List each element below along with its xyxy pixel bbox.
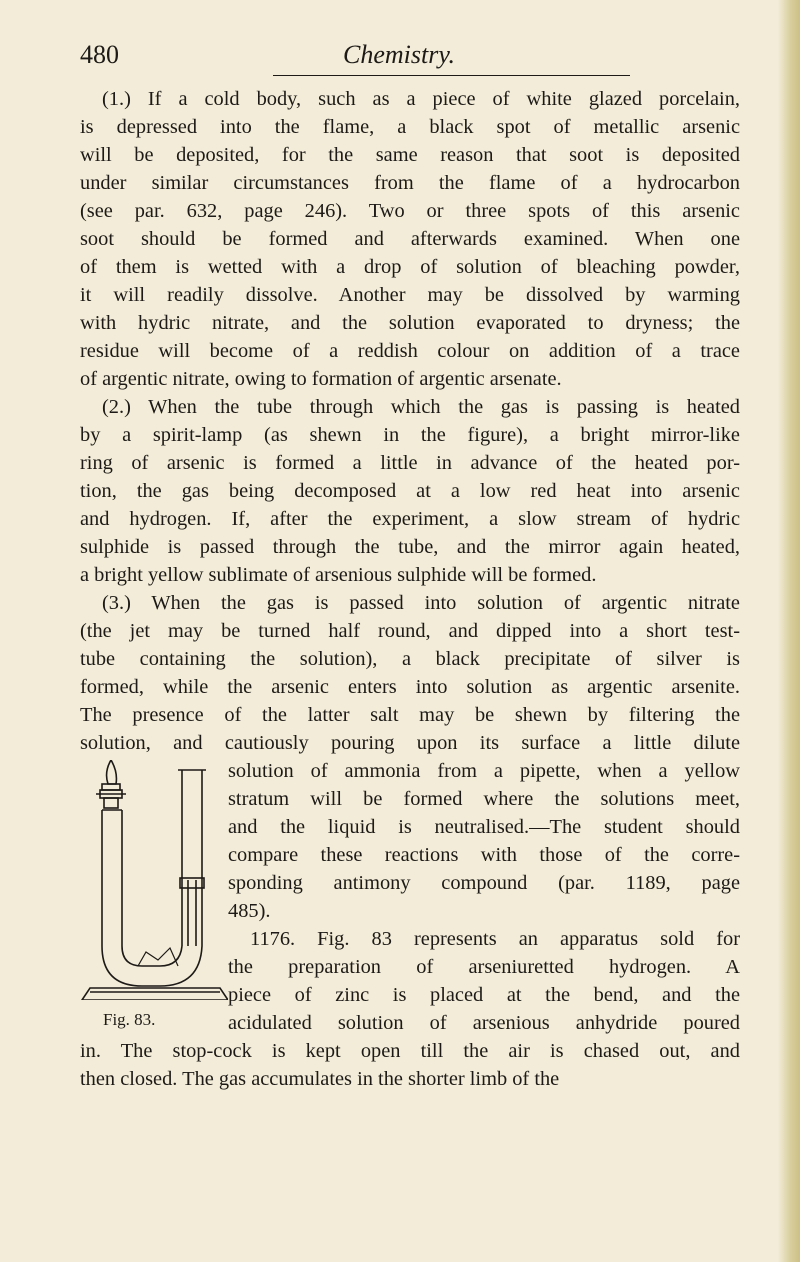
- header-rule: [273, 75, 630, 76]
- text-line: tion, the gas being decomposed at a low red heat into arsenic: [80, 480, 740, 502]
- text-line: with hydric nitrate, and the solution evaporated to dryness; the: [80, 312, 740, 334]
- running-title: Chemistry.: [343, 40, 455, 69]
- text-line: under similar circumstances from the flame of a hydrocarbon: [80, 172, 740, 194]
- text-line: is depressed into the flame, a black spot of metallic arsenic: [80, 116, 740, 138]
- book-page: [80, 0, 740, 1090]
- text-line: The presence of the latter salt may be shewn by filtering the: [80, 704, 740, 726]
- text-line: of them is wetted with a drop of solution of bleaching powder,: [80, 256, 740, 278]
- text-line: by a spirit-lamp (as shewn in the figure), a bright mirror-like: [80, 424, 740, 446]
- text-line: ring of arsenic is formed a little in advance of the heated por-: [80, 452, 740, 474]
- text-line: soot should be formed and afterwards examined. When one: [80, 228, 740, 250]
- u-tube-figure: [80, 760, 228, 1000]
- text-line: 485).: [228, 900, 271, 922]
- text-line: then closed. The gas accumulates in the shorter limb of the: [80, 1068, 560, 1090]
- text-line: sponding antimony compound (par. 1189, page: [228, 872, 740, 894]
- text-line: (the jet may be turned half round, and dipped into a short test-: [80, 620, 740, 642]
- text-line: formed, while the arsenic enters into solution as argentic arsenite.: [80, 676, 740, 698]
- text-line: piece of zinc is placed at the bend, and the: [228, 984, 740, 1006]
- text-line: acidulated solution of arsenious anhydride poured: [228, 1012, 740, 1034]
- text-line: solution of ammonia from a pipette, when a yellow: [228, 760, 740, 782]
- text-line: in. The stop-cock is kept open till the air is chased out, and: [80, 1040, 740, 1062]
- text-line: a bright yellow sublimate of arsenious sulphide will be formed.: [80, 564, 597, 586]
- figure-caption: Fig. 83.: [103, 1010, 156, 1029]
- page-header: [80, 0, 740, 76]
- text-line: residue will become of a reddish colour on addition of a trace: [80, 340, 740, 362]
- u-tube-illustration: [80, 760, 228, 1000]
- text-line: (see par. 632, page 246). Two or three spots of this arsenic: [80, 200, 740, 222]
- text-line: (3.) When the gas is passed into solution of argentic nitrate: [102, 592, 740, 614]
- text-line: and the liquid is neutralised.—The student should: [228, 816, 740, 838]
- text-line: and hydrogen. If, after the experiment, a slow stream of hydric: [80, 508, 740, 530]
- text-line: tube containing the solution), a black precipitate of silver is: [80, 648, 740, 670]
- page-edge-shadow: [778, 0, 800, 1262]
- text-line: of argentic nitrate, owing to formation of argentic arsenate.: [80, 368, 562, 390]
- text-line: compare these reactions with those of the corre-: [228, 844, 740, 866]
- text-line: the preparation of arseniuretted hydrogen. A: [228, 956, 740, 978]
- text-line: (2.) When the tube through which the gas is passing is heated: [102, 396, 740, 418]
- text-line: 1176. Fig. 83 represents an apparatus sold for: [250, 928, 740, 950]
- page-number: 480: [80, 40, 119, 69]
- text-line: it will readily dissolve. Another may be dissolved by warming: [80, 284, 740, 306]
- text-line: stratum will be formed where the solutions meet,: [228, 788, 740, 810]
- text-line: sulphide is passed through the tube, and the mirror again heated,: [80, 536, 740, 558]
- text-line: (1.) If a cold body, such as a piece of white glazed porcelain,: [102, 88, 740, 110]
- text-line: solution, and cautiously pouring upon its surface a little dilute: [80, 732, 740, 754]
- text-line: will be deposited, for the same reason that soot is deposited: [80, 144, 740, 166]
